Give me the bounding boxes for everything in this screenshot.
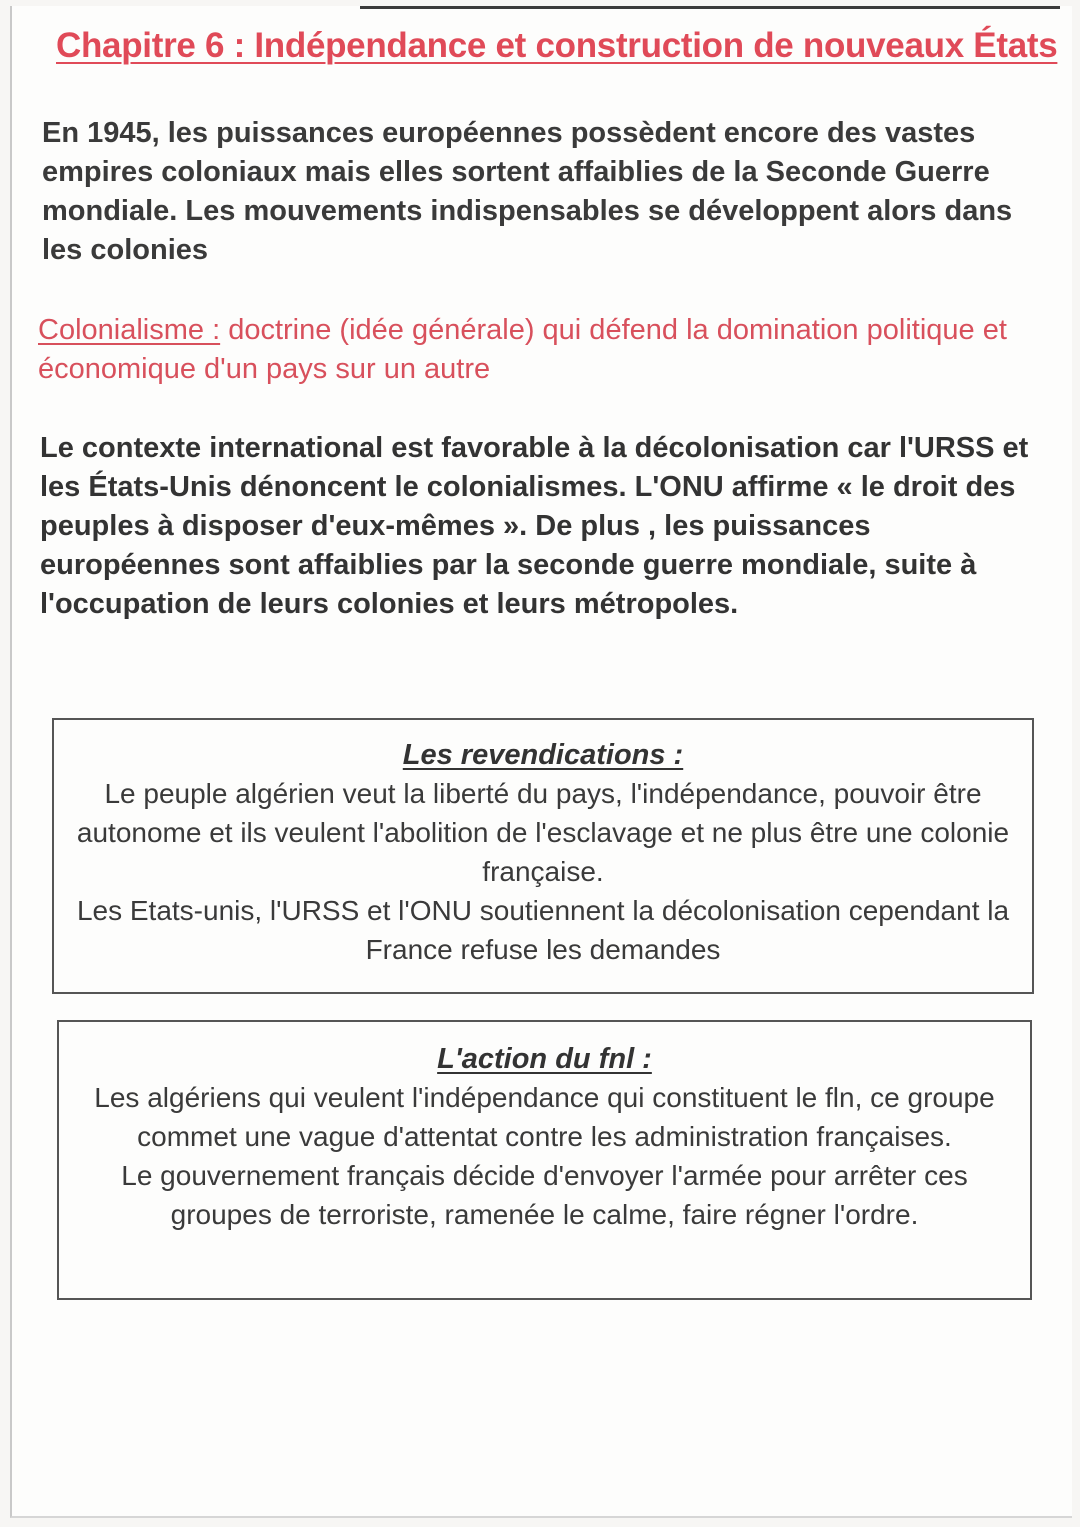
revendications-box: [52, 718, 1034, 994]
definition-paragraph: [38, 311, 1048, 389]
action-fnl-title: L'action du fnl :: [437, 1043, 652, 1075]
action-fnl-text-1: Les algériens qui veulent l'indépendance qui constituent le fln, ce groupe commet une vague d'attentat contre les administration françaises.: [94, 1082, 995, 1152]
context-paragraph: Le contexte international est favorable à la décolonisation car l'URSS et les États-Unis dénoncent le colonialismes. L'ONU affirme « le droit des peuples à disposer d'eux-mêmes ». De plus , les puissances européennes sont affaiblies par la seconde guerre mondiale, suite à l'occupation de leurs colonies et leurs métropoles.: [40, 432, 1029, 620]
top-divider: [360, 6, 1060, 9]
revendications-text-2: Les Etats-unis, l'URSS et l'ONU soutiennent la décolonisation cependant la France refuse les demandes: [76, 895, 1010, 965]
chapter-title: Chapitre 6 : Indépendance et construction de nouveaux États: [56, 26, 1058, 65]
revendications-title: Les revendications :: [402, 739, 684, 771]
revendications-text-1: Le peuple algérien veut la liberté du pays, l'indépendance, pouvoir être autonome et ils veulent l'abolition de l'esclavage et ne plus être une colonie française.: [76, 778, 1010, 887]
definition-text: doctrine (idée générale) qui défend la domination politique et économique d'un pays sur un autre: [38, 314, 1007, 385]
action-fnl-text-2: Le gouvernement français décide d'envoyer l'armée pour arrêter ces groupes de terroriste, ramenée le calme, faire régner l'ordre.: [121, 1160, 968, 1230]
intro-paragraph: En 1945, les puissances européennes possèdent encore des vastes empires coloniaux mais elles sortent affaiblies de la Seconde Guerre mondiale. Les mouvements indispensables se développent alors dans les colonies: [42, 117, 1013, 266]
action-fnl-box: [57, 1020, 1032, 1300]
definition-term: Colonialisme :: [38, 314, 221, 346]
